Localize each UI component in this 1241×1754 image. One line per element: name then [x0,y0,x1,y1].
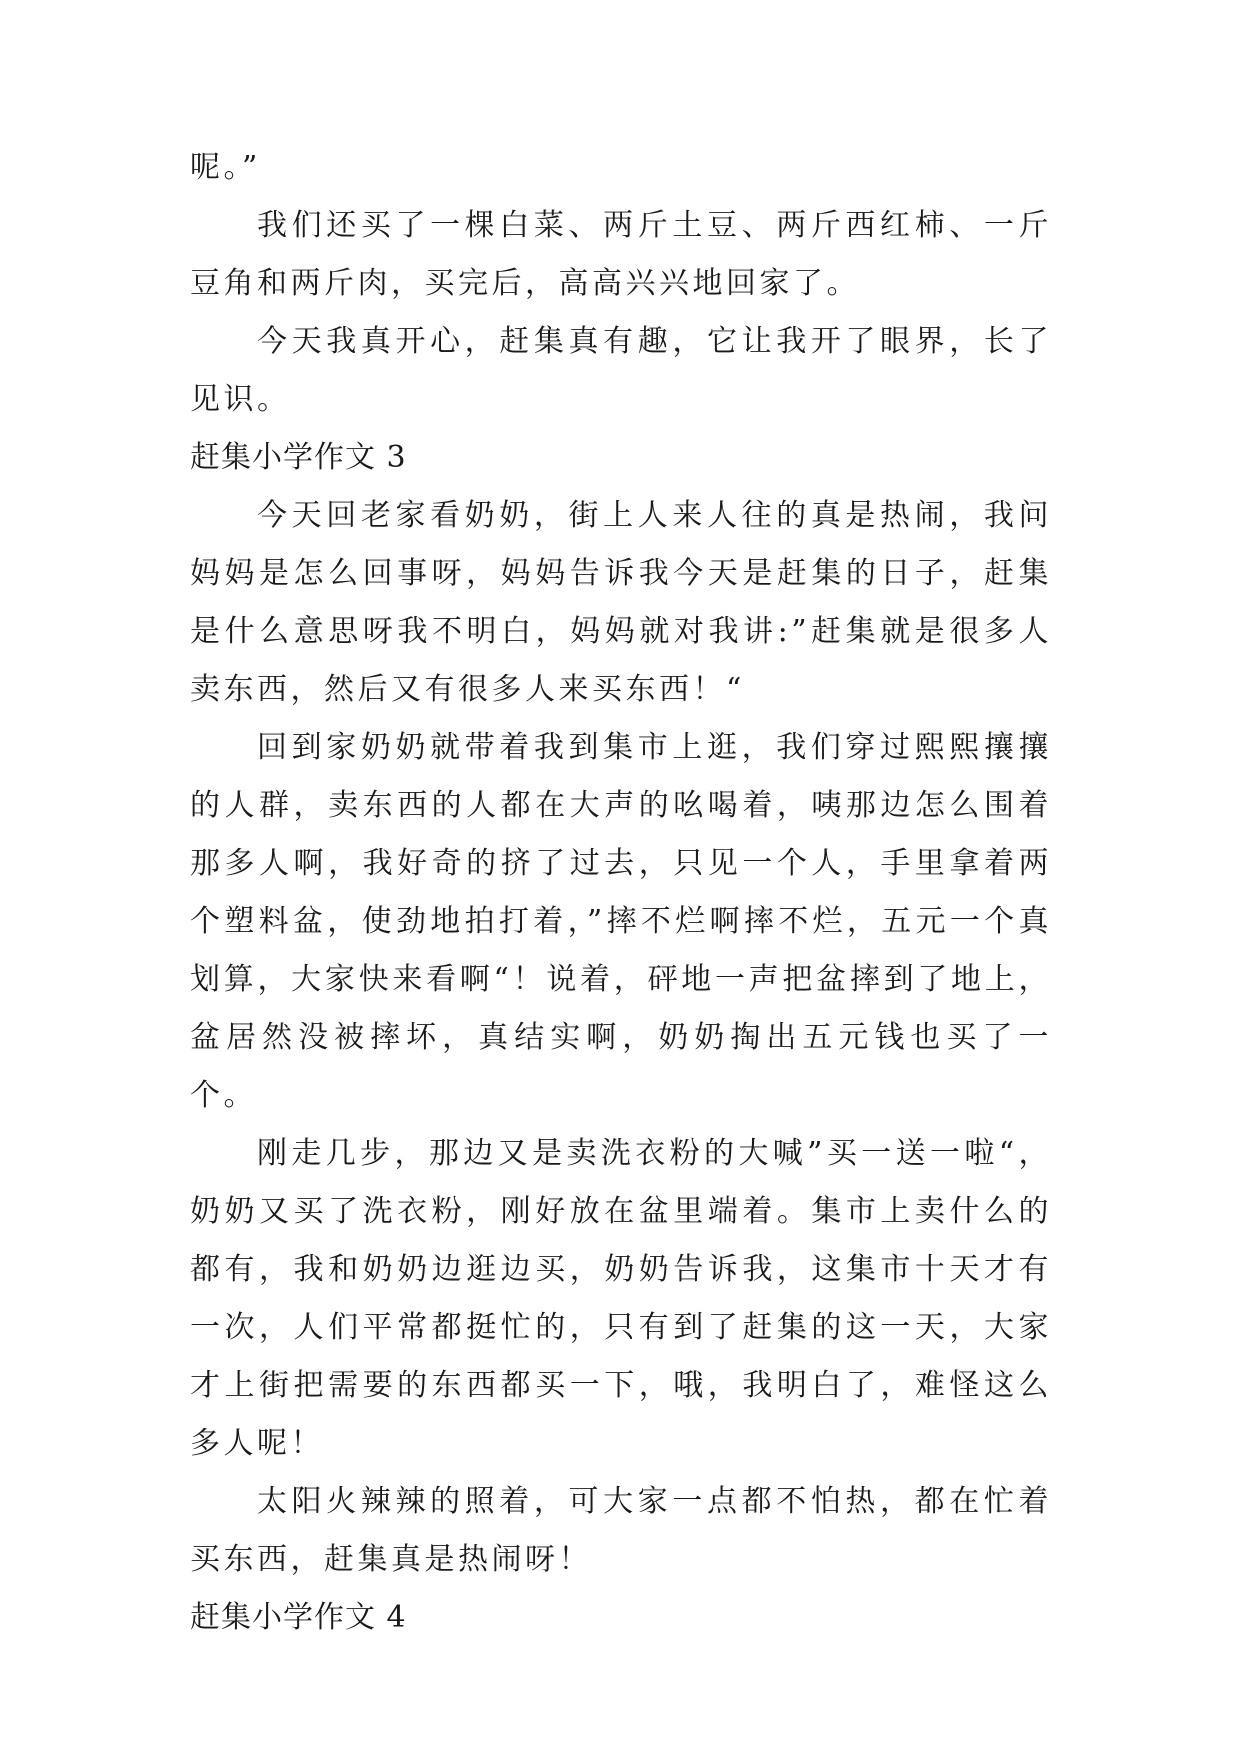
document-body [190,139,1052,1647]
section-heading: 赶集小学作文 3 [190,440,407,475]
paragraph-continuation: 呢。” [190,150,261,185]
paragraph: 回到家奶奶就带着我到集市上逛，我们穿过熙熙攘攘的人群，卖东西的人都在大声的吆喝着，咦那边怎么围着那多人啊，我好奇的挤了过去，只见一个人，手里拿着两个塑料盆，使劲地拍打着，”摔不烂啊摔不烂，五元一个真划算，大家快来看啊“！说着，砰地一声把盆摔到了地上，盆居然没被摔坏，真结实啊，奶奶掏出五元钱也买了一个。 [190,730,1052,1113]
section-heading: 赶集小学作文 4 [190,1600,407,1635]
paragraph: 太阳火辣辣的照着，可大家一点都不怕热，都在忙着买东西，赶集真是热闹呀！ [190,1484,1052,1577]
paragraph: 今天我真开心，赶集真有趣，它让我开了眼界，长了见识。 [190,324,1052,417]
paragraph: 我们还买了一棵白菜、两斤土豆、两斤西红柿、一斤豆角和两斤肉，买完后，高高兴兴地回家了。 [190,208,1052,301]
paragraph: 刚走几步，那边又是卖洗衣粉的大喊”买一送一啦“，奶奶又买了洗衣粉，刚好放在盆里端着。集市上卖什么的都有，我和奶奶边逛边买，奶奶告诉我，这集市十天才有一次，人们平常都挺忙的，只有到了赶集的这一天，大家才上街把需要的东西都买一下，哦，我明白了，难怪这么多人呢！ [190,1136,1052,1461]
paragraph: 今天回老家看奶奶，街上人来人往的真是热闹，我问妈妈是怎么回事呀，妈妈告诉我今天是赶集的日子，赶集是什么意思呀我不明白，妈妈就对我讲:”赶集就是很多人卖东西，然后又有很多人来买东西！“ [190,498,1052,707]
